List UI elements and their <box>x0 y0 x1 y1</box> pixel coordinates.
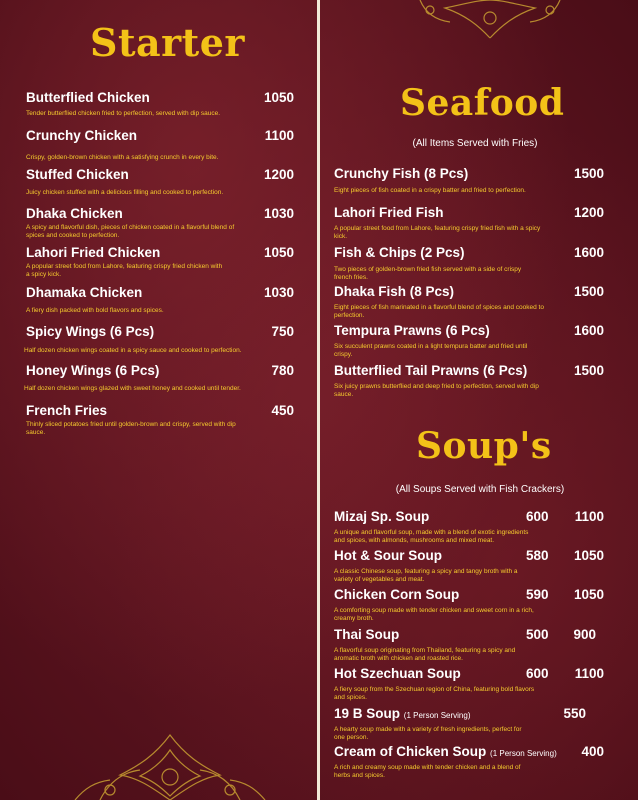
item-price: 750 <box>271 324 294 339</box>
item-description: A spicy and flavorful dish, pieces of chicken coated in a flavorful blend of spices and cooked to perfection. <box>26 224 235 239</box>
item-price-large: 1050 <box>573 548 604 563</box>
item-price: 1500 <box>573 363 604 378</box>
item-description: Two pieces of golden-brown fried fish served with a side of crispy french fries. <box>334 266 522 281</box>
item-name: Hot Szechuan Soup <box>334 666 461 681</box>
item-price-small: 500 <box>526 627 549 642</box>
item-price-small: 590 <box>526 587 549 602</box>
item-price-small: 600 <box>526 509 549 524</box>
item-price: 780 <box>271 363 294 378</box>
item-price: 400 <box>581 744 604 759</box>
soup-item <box>334 706 604 742</box>
item-name: French Fries <box>26 403 108 418</box>
item-price: 450 <box>271 403 294 418</box>
menu-item <box>334 245 604 281</box>
menu-item <box>334 284 604 320</box>
item-name: Fish & Chips (2 Pcs) <box>334 245 465 260</box>
starter-heading: Starter <box>90 20 245 65</box>
item-description: Eight pieces of fish marinated in a flavorful blend of spices and cooked to perfection. <box>334 304 544 319</box>
menu-item <box>26 403 296 439</box>
item-description: Half dozen chicken wings glazed with sweet honey and cooked until tender. <box>24 385 241 392</box>
menu-item <box>334 205 604 241</box>
item-price: 1030 <box>263 285 294 300</box>
item-description: A fiery soup from the Szechuan region of China, featuring bold flavors and spices. <box>334 686 535 701</box>
item-description: Crispy, golden-brown chicken with a satisfying crunch in every bite. <box>26 154 219 161</box>
seafood-subtitle: (All Items Served with Fries) <box>412 138 538 149</box>
menu-item <box>26 206 296 244</box>
menu-item <box>334 166 604 198</box>
mandala-ornament-icon <box>400 0 580 40</box>
item-description: A classic Chinese soup, featuring a spicy and tangy broth with a variety of vegetables and meat. <box>334 568 518 583</box>
item-name: Dhaka Fish (8 Pcs) <box>334 284 455 299</box>
menu-item <box>334 363 604 399</box>
item-name: Crunchy Chicken <box>26 128 138 143</box>
mandala-ornament-icon <box>70 730 270 800</box>
item-name: Tempura Prawns (6 Pcs) <box>334 323 490 338</box>
item-price: 1200 <box>263 167 294 182</box>
item-price: 1500 <box>573 284 604 299</box>
item-price: 1050 <box>263 245 294 260</box>
item-price: 1200 <box>573 205 604 220</box>
soups-subtitle: (All Soups Served with Fish Crackers) <box>395 484 565 495</box>
soup-item <box>334 666 604 702</box>
item-description: A comforting soup made with tender chicken and sweet corn in a rich, creamy broth. <box>334 607 534 622</box>
item-name: Thai Soup <box>334 627 400 642</box>
menu-item <box>334 323 604 359</box>
item-name: Butterflied Chicken <box>26 90 150 105</box>
item-price-small: 600 <box>526 666 549 681</box>
item-name: Crunchy Fish (8 Pcs) <box>334 166 469 181</box>
item-name: Butterflied Tail Prawns (6 Pcs) <box>334 363 528 378</box>
item-description: Juicy chicken stuffed with a delicious filling and cooked to perfection. <box>26 189 224 196</box>
menu-item <box>26 245 296 285</box>
item-price: 1050 <box>263 90 294 105</box>
soup-item <box>334 627 604 663</box>
item-name: Lahori Fried Chicken <box>26 245 161 260</box>
item-description: Eight pieces of fish coated in a crispy batter and fried to perfection. <box>334 187 526 194</box>
item-description: Six juicy prawns butterflied and deep fried to perfection, served with dip sauce. <box>334 383 539 398</box>
menu-item <box>26 90 296 120</box>
soups-heading: Soup's <box>416 425 552 467</box>
item-price: 1100 <box>264 128 294 143</box>
soup-item <box>334 587 604 623</box>
item-name: Mizaj Sp. Soup <box>334 509 430 524</box>
soup-item <box>334 744 604 780</box>
item-price-large: 1050 <box>573 587 604 602</box>
menu-item <box>26 285 296 317</box>
item-description: A flavorful soup originating from Thailand, featuring a spicy and aromatic broth with chicken and roasted rice. <box>334 647 516 662</box>
item-price: 550 <box>563 706 586 721</box>
item-price: 1500 <box>573 166 604 181</box>
item-name: Chicken Corn Soup <box>334 587 460 602</box>
item-price: 1600 <box>573 245 604 260</box>
item-name: Stuffed Chicken <box>26 167 129 182</box>
item-name: Spicy Wings (6 Pcs) <box>26 324 155 339</box>
right-column <box>320 0 638 800</box>
item-description: A hearty soup made with a variety of fresh ingredients, perfect for one person. <box>334 726 522 741</box>
item-price-large: 1100 <box>574 666 604 681</box>
item-price: 1600 <box>573 323 604 338</box>
menu-item <box>26 324 296 356</box>
item-description: Tender butterflied chicken fried to perfection, served with dip sauce. <box>26 110 221 117</box>
menu-item <box>26 363 296 395</box>
item-name: Cream of Chicken Soup (1 Person Serving) <box>334 744 557 759</box>
serving-note: (1 Person Serving) <box>490 749 557 758</box>
item-price-large: 1100 <box>574 509 604 524</box>
soup-item <box>334 548 604 584</box>
item-description: Half dozen chicken wings coated in a spicy sauce and cooked to perfection. <box>24 347 242 354</box>
item-description: A popular street food from Lahore, featuring crispy fried fish with a spicy kick. <box>334 225 541 240</box>
item-name: Lahori Fried Fish <box>334 205 444 220</box>
item-price: 1030 <box>263 206 294 221</box>
item-description: Thinly sliced potatoes fried until golden-brown and crispy, served with dip sauce. <box>26 421 236 436</box>
soup-item <box>334 509 604 547</box>
item-description: A unique and flavorful soup, made with a blend of exotic ingredients and spices, with almonds, mushrooms and mixed meat. <box>334 529 529 544</box>
item-name: Honey Wings (6 Pcs) <box>26 363 160 378</box>
seafood-heading: Seafood <box>400 82 565 124</box>
item-name: 19 B Soup (1 Person Serving) <box>334 706 471 721</box>
serving-note: (1 Person Serving) <box>403 711 471 720</box>
item-description: A popular street food from Lahore, featuring crispy fried chicken with a spicy kick. <box>26 263 223 278</box>
menu-item <box>26 167 296 201</box>
menu-item <box>26 128 296 164</box>
item-name: Dhamaka Chicken <box>26 285 143 300</box>
item-price-small: 580 <box>526 548 549 563</box>
item-name: Hot & Sour Soup <box>334 548 442 563</box>
item-description: A rich and creamy soup made with tender chicken and a blend of herbs and spices. <box>334 764 521 779</box>
item-description: Six succulent prawns coated in a light tempura batter and fried until crispy. <box>334 343 528 358</box>
item-price-large: 900 <box>573 627 596 642</box>
item-name: Dhaka Chicken <box>26 206 123 221</box>
starter-section <box>0 0 317 800</box>
item-description: A fiery dish packed with bold flavors and spices. <box>26 307 164 314</box>
